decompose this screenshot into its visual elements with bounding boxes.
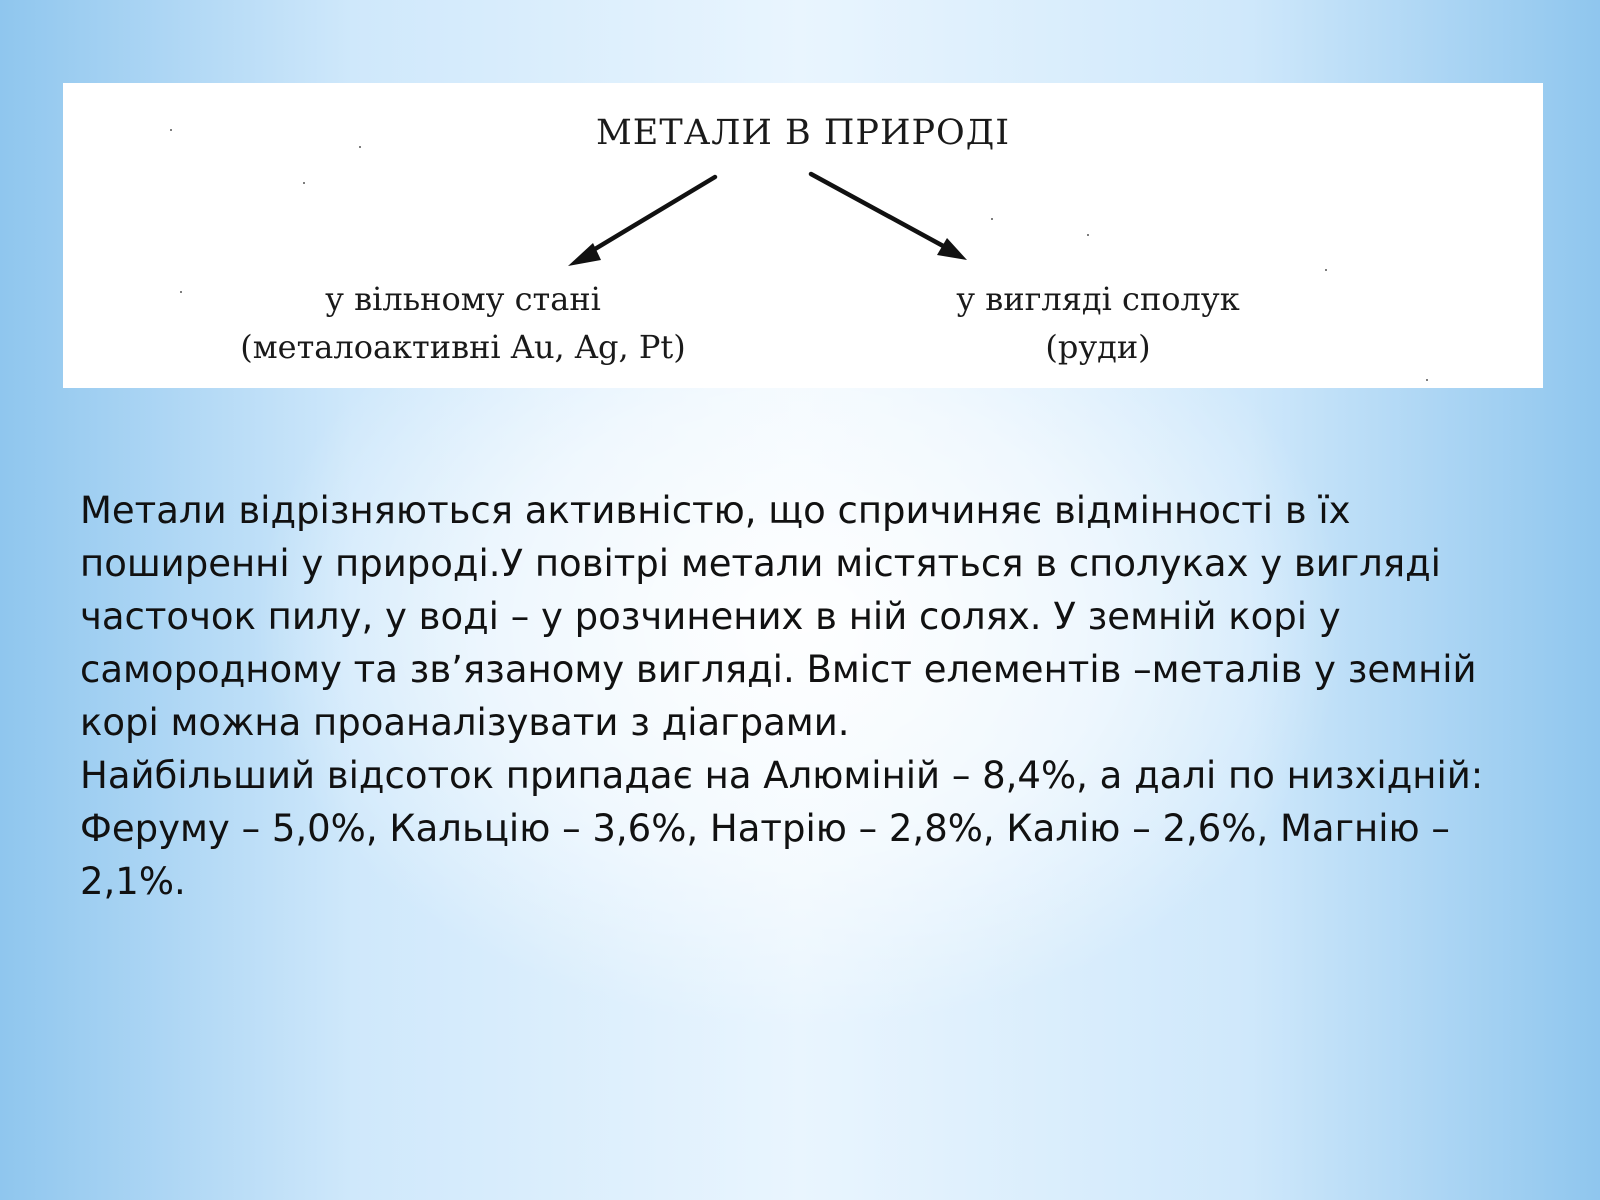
metals-distribution-paragraph: Метали відрізняються активністю, що спричиняє відмінності в їх поширенні у природі.У повітрі метали містяться в сполуках у вигляді часточок пилу, у воді – у розчинених в ній солях. У земній корі у самородному та зв’язаному вигляді. Вміст елементів –металів у земній корі можна проаналізувати з діаграми. [80,489,1477,744]
scan-speck [359,146,361,148]
scan-speck [303,182,305,184]
metals-percentages-paragraph: Найбільший відсоток припадає на Алюміній – 8,4%, а далі по низхідній: Феруму – 5,0%, Кальцію – 3,6%, Натрію – 2,8%, Калію – 2,6%, Магнію – 2,1%. [80,754,1484,903]
scan-speck [1325,269,1327,271]
scan-speck [1087,234,1089,236]
compounds-label: у вигляді сполук [956,280,1240,318]
arrow-left-icon [568,177,715,266]
free-state-branch [163,275,763,371]
compounds-note: (руди) [1045,328,1151,366]
scan-speck [180,291,182,293]
arrow-right-icon [811,174,967,260]
free-state-note: (металоактивні Au, Ag, Pt) [240,328,686,366]
scan-speck [1426,379,1428,381]
body-text [80,484,1540,908]
diagram-title: МЕТАЛИ В ПРИРОДІ [595,113,1011,153]
metals-in-nature-diagram [63,83,1543,388]
scan-speck [991,218,993,220]
scan-speck [170,129,172,131]
compounds-branch [863,275,1333,371]
free-state-label: у вільному стані [325,280,601,318]
